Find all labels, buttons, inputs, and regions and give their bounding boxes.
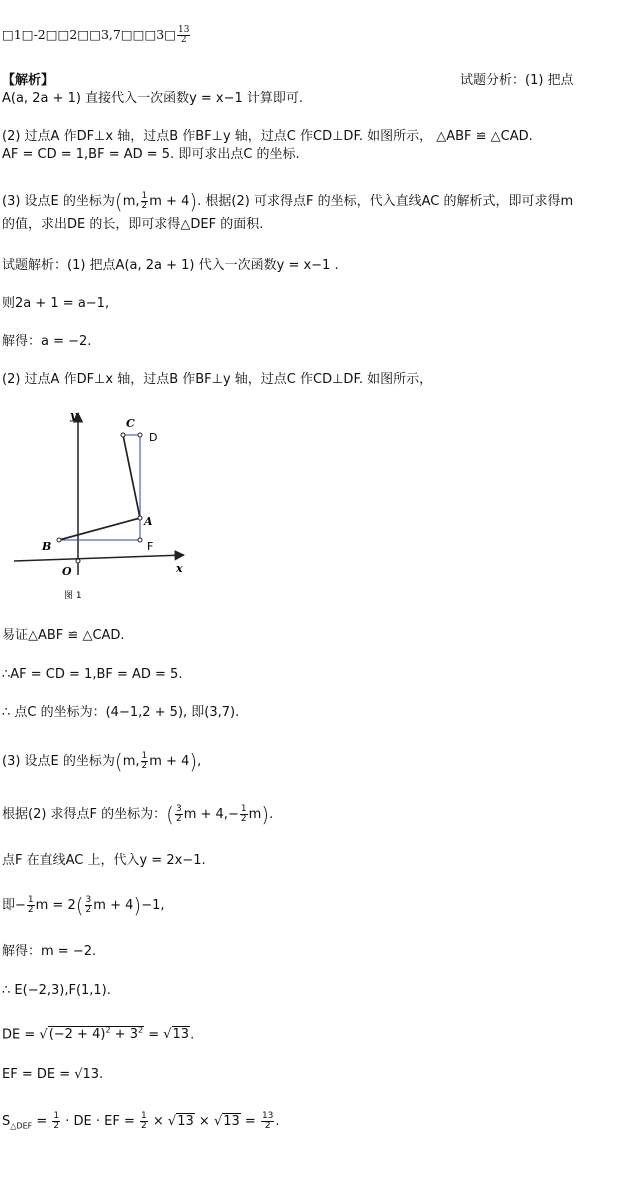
solution-line-14: DE = $√(-2 + 4)^2 + 3^2 = √13$. <box>2 1022 194 1044</box>
analysis-line-2a: (2) 过点A 作DF⊥x 轴，过点B 作BF⊥y 轴，过点C 作CD⊥DF. 如图所示， △ABF ≌ △CAD. <box>2 129 533 144</box>
fraction: $\frac{1}{2}$ <box>141 1111 147 1131</box>
solution-line-11: 即− $\frac{1}{2}$ m = 2( $\frac{3}{2}$ m + 4)−1, <box>2 893 165 918</box>
solution-line-3: 解得：a = −2. <box>2 334 92 349</box>
sqrt: $√(-2 + 4)^2 + 3^2$ <box>39 1026 144 1043</box>
fraction: $\frac{1}{2}$ <box>240 804 247 824</box>
label-a: A <box>144 515 153 528</box>
origin-label: O <box>62 565 72 578</box>
answer-fraction: $\frac{13}{2}$ <box>261 1111 274 1131</box>
label-d: D <box>149 431 158 444</box>
analysis-header: 【解析】 <box>2 73 55 88</box>
solution-line-16: $S_{\triangle DEF}$ = $\frac{1}{2}$ · DE · EF = $\frac{1}{2}$ × √13 × √13 = $\frac{13}{2}$ . <box>2 1111 280 1131</box>
solution-line-15: EF = DE = √13. <box>2 1067 104 1082</box>
point-b <box>57 538 61 542</box>
sqrt: √13 <box>167 1114 194 1129</box>
solution-line-9: 根据(2) 求得点F 的坐标为：( $\frac{3}{2}$ m + 4,− $\frac{1}{2}$ m). <box>2 802 274 827</box>
fraction: $\frac{1}{2}$ <box>141 751 148 771</box>
analysis-line-1: A(a, 2a + 1) 直接代入一次函数y = x−1 计算即可. <box>2 91 304 106</box>
solution-line-2: 则2a + 1 = a−1, <box>2 296 110 311</box>
answer-line <box>2 26 191 45</box>
solution-line-10: 点F 在直线AC 上，代入y = 2x−1. <box>2 853 206 868</box>
label-b: B <box>42 540 52 553</box>
point-a <box>138 516 142 520</box>
y-axis-label: y <box>70 409 77 422</box>
analysis-line-3a: (3) 设点E 的坐标为(m, $\frac{1}{2}$ m + 4). 根据(2) 可求得点F 的坐标，代入直线AC 的解析式，即可求得m <box>2 189 574 214</box>
point-d <box>138 433 142 437</box>
solution-line-13: ∴ E(−2,3),F(1,1). <box>2 983 111 998</box>
x-axis-label: x <box>176 562 183 575</box>
fraction: $\frac{3}{2}$ <box>175 804 182 824</box>
analysis-right: 试题分析：(1) 把点 <box>460 73 574 88</box>
fraction: $\frac{3}{2}$ <box>85 895 92 915</box>
analysis-line-3b: 的值，求出DE 的长，即可求得△DEF 的面积. <box>2 217 264 232</box>
point-c <box>121 433 125 437</box>
solution-line-12: 解得：m = −2. <box>2 944 97 959</box>
answer-text: □1□-2□□2□□3,7□□□3□ <box>2 27 177 42</box>
solution-line-7: ∴ 点C 的坐标为：(4−1,2 + 5), 即(3,7). <box>2 705 240 720</box>
sqrt: √13 <box>213 1114 240 1129</box>
analysis-line-2b: AF = CD = 1,BF = AD = 5. 即可求出点C 的坐标. <box>2 147 300 162</box>
geometry-figure <box>14 405 214 605</box>
solution-line-5: 易证△ABF ≌ △CAD. <box>2 628 125 643</box>
solution-line-1: 试题解析：(1) 把点A(a, 2a + 1) 代入一次函数y = x−1 . <box>2 258 339 273</box>
answer-fraction: $\frac{13}{2}$ <box>178 25 190 45</box>
x-axis <box>14 555 184 561</box>
figure-caption: 图 1 <box>64 591 82 601</box>
solution-line-8: (3) 设点E 的坐标为(m, $\frac{1}{2}$ m + 4), <box>2 749 202 774</box>
solution-line-6: ∴AF = CD = 1,BF = AD = 5. <box>2 667 183 682</box>
label-f: F <box>147 540 154 553</box>
fraction: $\frac{1}{2}$ <box>141 191 148 211</box>
sqrt: √13 <box>163 1027 190 1043</box>
label-c: C <box>126 417 135 430</box>
segment-ba <box>59 518 140 540</box>
segment-ca <box>123 435 140 518</box>
origin-point <box>76 559 80 563</box>
fraction: $\frac{1}{2}$ <box>53 1111 60 1131</box>
solution-line-4: (2) 过点A 作DF⊥x 轴，过点B 作BF⊥y 轴，过点C 作CD⊥DF. 如图所示， <box>2 372 433 387</box>
fraction: $\frac{1}{2}$ <box>27 895 34 915</box>
point-f <box>138 538 142 542</box>
